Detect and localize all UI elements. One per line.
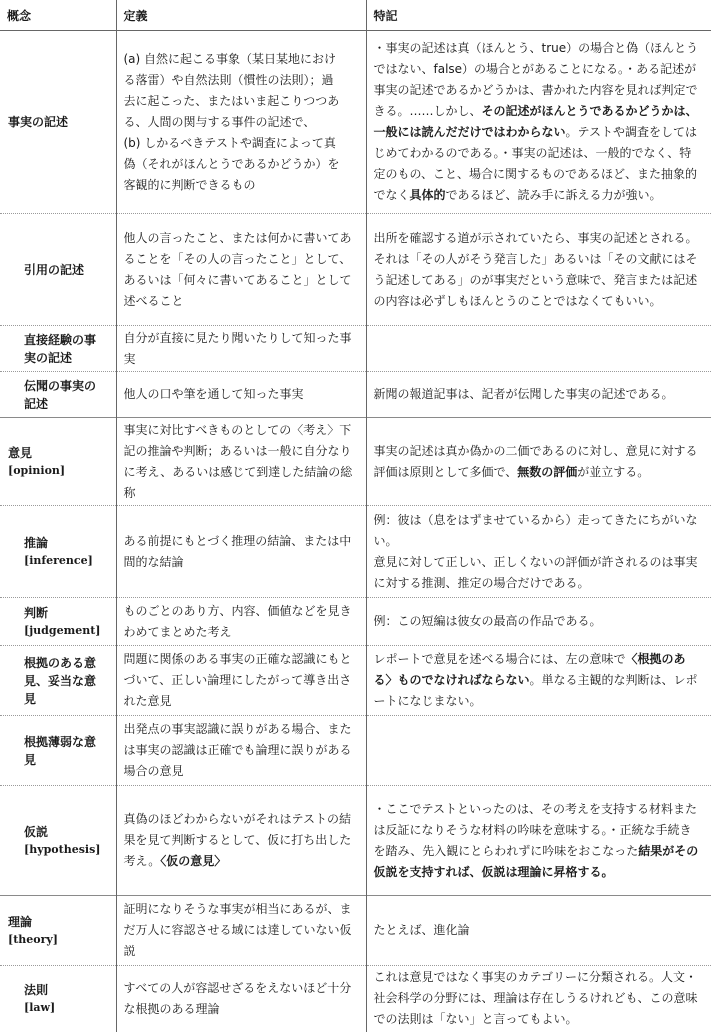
notes-cell bbox=[366, 786, 711, 896]
notes-emphasis: その記述がほんとうであるかどうかは、一般には読んだだけではわからない bbox=[373, 104, 698, 139]
definition-cell: すべての人が容認せざるをえないほど十分な根拠のある理論 bbox=[116, 966, 366, 1032]
concept-line: 見 bbox=[24, 691, 37, 706]
notes-cell bbox=[366, 716, 711, 786]
concept-line: 見、妥当な意 bbox=[24, 673, 97, 688]
definition-cell bbox=[116, 786, 366, 896]
concept-line: 根拠薄弱な意 bbox=[24, 734, 97, 749]
concept-cell bbox=[0, 598, 116, 646]
concept-line: 直接経験の事 bbox=[24, 332, 97, 347]
notes-cell: 出所を確認する道が示されていたら、事実の記述とされる。それは「その人がそう発言した」あるいは「その文献にはそう記述してある」のが事実だという意味で、発言または記述の内容は必ずしもほんとうのことではなくてもいい。 bbox=[366, 214, 711, 326]
definition-cell: 他人の口や筆を通して知った事実 bbox=[116, 372, 366, 418]
notes-text: 。単なる主観的な判断は、レポートになじまない。 bbox=[373, 673, 698, 708]
notes-text: レポートで意見を述べる場合には、左の意味で bbox=[373, 652, 626, 666]
notes-text: ・事実の記述は、一般的でなく、特定のもの、こと、場合に関するものであるほど、また抽象的でなく bbox=[373, 146, 698, 202]
notes-line: 例：彼は（息をはずませているから）走ってきたにちがいない。 bbox=[373, 512, 698, 548]
definition-cell: 問題に関係のある事実の正確な認識にもとづいて、正しい論理にしたがって導き出された意見 bbox=[116, 646, 366, 716]
notes-cell: たとえば、進化論 bbox=[366, 896, 711, 966]
table-row bbox=[0, 786, 711, 896]
table-row bbox=[0, 966, 711, 1032]
concept-english: [theory] bbox=[8, 933, 59, 946]
concept-cell bbox=[0, 966, 116, 1032]
concept-cell bbox=[0, 646, 116, 716]
definition-cell bbox=[116, 31, 366, 214]
notes-cell bbox=[366, 326, 711, 372]
concept-english: [opinion] bbox=[8, 464, 66, 477]
notes-emphasis: 結果がその仮説を支持すれば、仮説は理論に昇格する。 bbox=[373, 843, 699, 879]
notes-cell bbox=[366, 31, 711, 214]
definition-cell: 自分が直接に見たり聞いたりして知った事実 bbox=[116, 326, 366, 372]
notes-cell bbox=[366, 506, 711, 598]
concept-line: 伝聞の事実の bbox=[24, 378, 97, 393]
notes-line: 意見に対して正しい、正しくないの評価が許されるのは事実に対する推測、推定の場合だけである。 bbox=[373, 554, 698, 590]
concept-cell: 引用の記述 bbox=[0, 214, 116, 326]
definition-cell: ものごとのあり方、内容、価値などを見きわめてまとめた考え bbox=[116, 598, 366, 646]
concept-cell bbox=[0, 786, 116, 896]
table-row bbox=[0, 506, 711, 598]
concept-english: [judgement] bbox=[24, 624, 101, 637]
concept-label: 判断 bbox=[24, 606, 49, 620]
notes-text: ・事実の記述は真（ほんとう、true）の場合と偽（ほんとうではない、false）の場合とがあることになる。 bbox=[373, 41, 699, 76]
concept-cell bbox=[0, 418, 116, 506]
table-row bbox=[0, 896, 711, 966]
notes-cell bbox=[366, 646, 711, 716]
concept-english: [hypothesis] bbox=[24, 843, 101, 856]
concept-label: 理論 bbox=[8, 915, 33, 929]
notes-text: 。テストや調査をしてはじめてわかるのである。 bbox=[373, 125, 698, 160]
table-row bbox=[0, 646, 711, 716]
definition-emphasis: 〈仮の意見〉 bbox=[160, 854, 227, 868]
notes-text: であるほど、読み手に訴える力が強い。 bbox=[445, 188, 662, 202]
header-notes: 特記 bbox=[366, 0, 711, 31]
notes-cell: これは意見ではなく事実のカテゴリーに分類される。人文・社会科学の分野には、理論は存在しうるけれども、この意味での法則は「ない」と言ってもよい。 bbox=[366, 966, 711, 1032]
table-row bbox=[0, 716, 711, 786]
header-row bbox=[0, 0, 711, 31]
notes-cell: 新聞の報道記事は、記者が伝聞した事実の記述である。 bbox=[366, 372, 711, 418]
notes-text: ・ある記述が事実の記述であるかどうかは、書かれた内容を見れば判定できる。……しかし、 bbox=[373, 62, 698, 118]
concept-cell bbox=[0, 716, 116, 786]
definition-cell: ある前提にもとづく推理の結論、または中間的な結論 bbox=[116, 506, 366, 598]
concept-line: 根拠のある意 bbox=[24, 655, 97, 670]
concept-line: 記述 bbox=[24, 396, 49, 411]
definition-line: る、人間の関与する事件の記述で、 bbox=[123, 114, 316, 129]
concept-cell bbox=[0, 372, 116, 418]
concept-line: 実の記述 bbox=[24, 350, 73, 365]
concept-label: 意見 bbox=[8, 446, 33, 460]
header-concept: 概念 bbox=[0, 0, 116, 31]
table-row bbox=[0, 31, 711, 214]
concept-cell bbox=[0, 896, 116, 966]
table-row bbox=[0, 326, 711, 372]
concept-english: [inference] bbox=[24, 554, 93, 567]
concept-label: 仮説 bbox=[24, 825, 49, 839]
concept-label: 推論 bbox=[24, 536, 49, 550]
definition-cell: 事実に対比すべきものとしての〈考え〉下記の推論や判断；あるいは一般に自分なりに考え、あるいは感じて到達した結論の総称 bbox=[116, 418, 366, 506]
definition-text: 真偽のほどわからないがそれはテストの結果を見て判断するとして、仮に打ち出した考え。 bbox=[123, 812, 352, 868]
definition-cell: 証明になりそうな事実が相当にあるが、まだ万人に容認させる域には達していない仮説 bbox=[116, 896, 366, 966]
concept-english: [law] bbox=[24, 1001, 56, 1015]
definition-line: 去に起こった、またはいま起こりつつあ bbox=[123, 93, 340, 108]
definition-line: 客観的に判断できるもの bbox=[123, 177, 256, 192]
concept-label: 法則 bbox=[24, 983, 49, 998]
definition-line: る落雷）や自然法則（慣性の法則）；過 bbox=[123, 72, 334, 87]
table-row bbox=[0, 418, 711, 506]
notes-cell: 例：この短編は彼女の最高の作品である。 bbox=[366, 598, 711, 646]
notes-text: ・ここでテストといったのは、その考えを支持する材料または反証になりそうな材料の吟味を意味する。 bbox=[373, 801, 698, 837]
notes-emphasis: 無数の評価 bbox=[517, 464, 578, 479]
table-row bbox=[0, 372, 711, 418]
notes-emphasis: 具体的 bbox=[409, 188, 446, 202]
notes-emphasis: 〈根拠のある〉ものでなければならない bbox=[373, 652, 686, 687]
header-definition: 定義 bbox=[116, 0, 366, 31]
notes-text: ・正統な手続きを踏み、先入観にとらわれずに吟味をおこなった bbox=[373, 822, 692, 858]
concept-cell bbox=[0, 326, 116, 372]
table-row bbox=[0, 214, 711, 326]
definition-line: (a) 自然に起こる事象（某日某地におけ bbox=[123, 51, 337, 66]
table-row bbox=[0, 598, 711, 646]
definition-cell: 他人の言ったこと、または何かに書いてあることを「その人の言ったこと」として、あるいは「何々に書いてあること」として述べること bbox=[116, 214, 366, 326]
concept-line: 見 bbox=[24, 752, 37, 767]
definition-cell: 出発点の事実認識に誤りがある場合、または事実の認識は正確でも論理に誤りがある場合の意見 bbox=[116, 716, 366, 786]
concept-cell: 事実の記述 bbox=[0, 31, 116, 214]
notes-text: が並立する。 bbox=[577, 464, 650, 479]
definition-line: 偽（それがほんとうであるかどうか）を bbox=[123, 156, 340, 171]
notes-cell bbox=[366, 418, 711, 506]
concept-cell bbox=[0, 506, 116, 598]
notes-text: 事実の記述は真か偽かの二価であるのに対し、意見に対する評価は原則として多価で、 bbox=[373, 443, 698, 479]
definition-line: (b) しかるべきテストや調査によって真 bbox=[123, 135, 336, 150]
